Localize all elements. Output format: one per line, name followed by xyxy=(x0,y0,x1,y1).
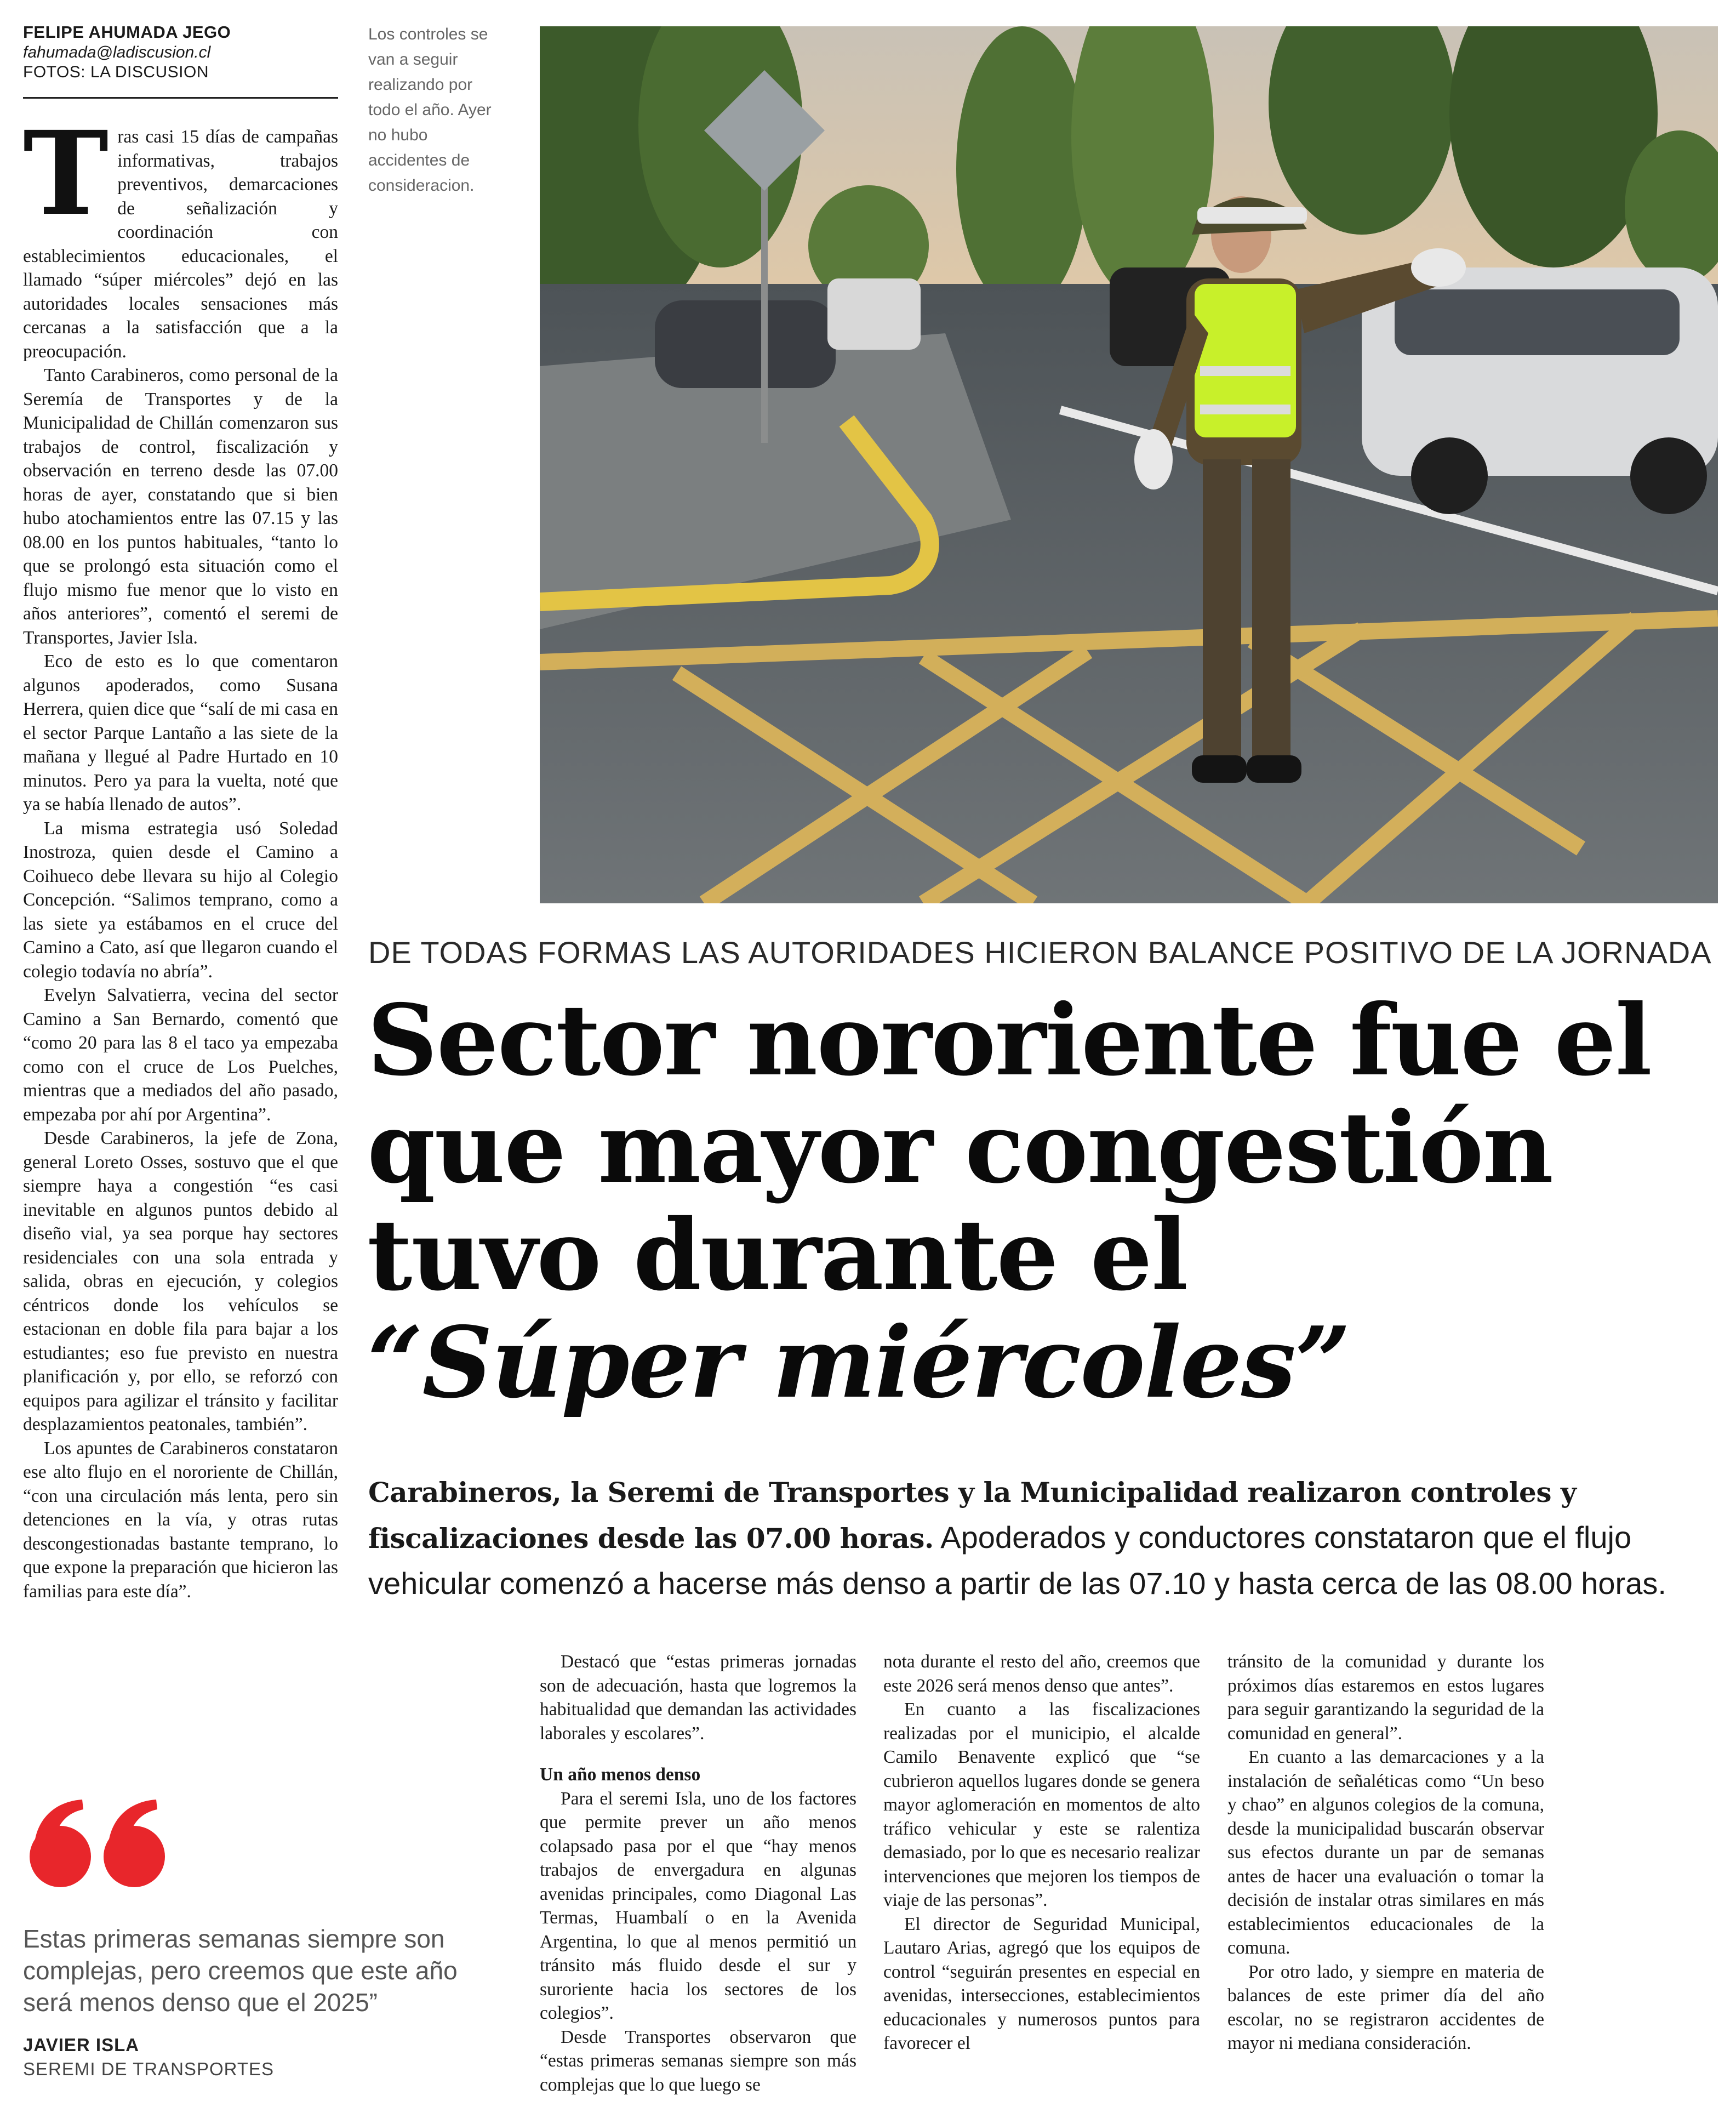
article-paragraph: La misma estrategia usó Soledad Inostroza, quien desde el Camino a Coihueco debe llevara su hijo al Colegio Concepción. “Salimos temprano, como a las siete ya estábamos en el cruce del Camino a Cato, así que llegaron cuando el colegio todavía no abría”. xyxy=(23,818,338,982)
deck xyxy=(368,1469,1716,1606)
article-paragraph: Evelyn Salvatierra, vecina del sector Camino a San Bernardo, comentó que “como 20 para las 8 el taco ya empezaba como con el cruce de Los Puelches, mientras que a mediados del año pasado, empezaba por ahí por Argentina”. xyxy=(23,985,338,1125)
article-column-3 xyxy=(883,1650,1200,2056)
article-paragraph: Desde Transportes observaron que “estas primeras semanas siempre son más complejas que lo que luego se xyxy=(540,2026,856,2095)
quote-mark-icon xyxy=(22,1795,181,1888)
paragraph-text: ras casi 15 días de campañas informativas, trabajos preventivos, demarcaciones de señalización y coordinación con establecimientos educacionales, el llamado “súper miércoles” dejó en las autoridades locales sensaciones más cercanas a la satisfacción que a la preocupación. xyxy=(23,127,338,362)
article-paragraph: Para el seremi Isla, uno de los factores que permite prever un año menos colapsado pasa por el que “hay menos trabajos de envergadura en algunas avenidas principales, como Diagonal Las Termas, Huambalí o en la Avenida Argentina, lo que al menos permitió un tránsito más fluido desde el sur y suroriente hacia los sectores de los colegios”. xyxy=(540,1788,856,2023)
article-paragraph xyxy=(23,106,338,363)
article-paragraph: Eco de esto es lo que comentaron algunos apoderados, como Susana Herrera, quien dice que “salí de mi casa en el sector Parque Lantaño a las siete de la mañana y llegué al Padre Hurtado en 10 minutos. Pero ya para la vuelta, noté que ya se había llenado de autos”. xyxy=(23,651,338,815)
byline-author: FELIPE AHUMADA JEGO xyxy=(23,22,231,42)
article-column-4 xyxy=(1227,1650,1544,2056)
byline xyxy=(23,22,338,82)
article-paragraph: En cuanto a las demarcaciones y a la instalación de señaléticas como “Un beso y chao” en algunos colegios de la comuna, desde la municipalidad buscarán observar sus efectos durante un par de semanas antes de hacer una evaluación o tomar la decisión de instalar otras similares en más establecimientos educacionales de la comuna. xyxy=(1227,1747,1544,1958)
article-paragraph: nota durante el resto del año, creemos que este 2026 será menos denso que antes”. xyxy=(883,1652,1200,1696)
article-paragraph: Destacó que “estas primeras jornadas son de adecuación, hasta que logremos la habitualidad que demandan las actividades laborales y escolares”. xyxy=(540,1652,856,1744)
left-article-column xyxy=(23,106,338,1603)
quote-mark-glyphs xyxy=(30,1800,165,1887)
article-column-2 xyxy=(540,1650,856,2097)
photo-illustration xyxy=(540,26,1718,903)
headline xyxy=(367,983,1726,1420)
article-paragraph: En cuanto a las fiscalizaciones realizadas por el municipio, el alcalde Camilo Benavente explicó que “se cubrieron aquellos lugares donde se genera mayor aglomeración en momentos de alto tráfico vehicular y este se ralentiza demasiado, por lo que es necesario realizar intervenciones que mejoren los tiempos de viaje de las personas”. xyxy=(883,1699,1200,1910)
headline-line: tuvo durante el xyxy=(367,1198,1187,1312)
subheading: Un año menos denso xyxy=(540,1764,701,1785)
byline-email[interactable]: fahumada@ladiscusion.cl xyxy=(23,43,211,61)
headline-line: que mayor congestión xyxy=(367,1090,1553,1205)
article-paragraph: Desde Carabineros, la jefe de Zona, general Loreto Osses, sostuvo que el que siempre haya a congestión “es casi inevitable en algunos puntos debido al diseño vial, ya sea porque hay sectores residenciales con una sola entrada y salida, obras en ejecución, y colegios céntricos donde los vehículos se estacionan en doble fila para bajar a los estudiantes; eso fue previsto en nuestra planificación y, por ello, se reforzó con equipos para agilizar el tránsito y facilitar desplazamientos peatonales, también”. xyxy=(23,1128,338,1434)
article-paragraph: Los apuntes de Carabineros constataron ese alto flujo en el nororiente de Chillán, “con una circulación más lenta, pero sin detenciones en la vía, y otras rutas descongestionadas bastante temprano, lo que expone la preparación que hicieron las familias para este día”. xyxy=(23,1438,338,1602)
pull-quote-text: Estas primeras semanas siempre son complejas, pero creemos que este año será menos denso que el 2025” xyxy=(23,1925,458,2017)
news-photo-traffic-officer xyxy=(540,26,1718,903)
photo-caption: Los controles se van a seguir realizando por todo el año. Ayer no hubo accidentes de consideracion. xyxy=(368,25,492,195)
article-paragraph: tránsito de la comunidad y durante los próximos días estaremos en estos lugares para seguir garantizando la seguridad de la comunidad en general”. xyxy=(1227,1652,1544,1744)
pull-quote-role: SEREMI DE TRANSPORTES xyxy=(23,2059,275,2079)
drop-cap: T xyxy=(23,106,109,241)
article-paragraph: Tanto Carabineros, como personal de la Seremía de Transportes y de la Municipalidad de Chillán comenzaron sus trabajos de control, fiscalización y observación en terreno desde las 07.00 horas de ayer, constatando que si bien hubo atochamientos entre las 07.15 y las 08.00 en los puntos habituales, “tanto lo que se prolongó esta situación como el flujo mismo fue menor que lo visto en años anteriores”, comentó el seremi de Transportes, Javier Isla. xyxy=(23,365,338,648)
headline-line: Sector nororiente fue el xyxy=(367,983,1652,1097)
article-paragraph: El director de Seguridad Municipal, Lautaro Arias, agregó que los equipos de control “seguirán presentes en especial en avenidas, intersecciones, establecimientos educacionales y numerosos puntos para favorecer el xyxy=(883,1914,1200,2053)
deck-bold: Carabineros, la Seremi de Transportes y la Municipalidad realizaron controles y fiscalizaciones desde las 07.00 horas. xyxy=(368,1476,1577,1555)
article-paragraph: Por otro lado, y siempre en materia de balances de este primer día del año escolar, no se registraron accidentes de mayor ni mediana consideración. xyxy=(1227,1961,1544,2053)
kicker: DE TODAS FORMAS LAS AUTORIDADES HICIERON BALANCE POSITIVO DE LA JORNADA xyxy=(368,935,1712,970)
deck-regular: Apoderados y conductores constataron que el flujo vehicular comenzó a hacerse más denso a partir de las 07.10 y hasta cerca de las 08.00 horas. xyxy=(368,1520,1666,1601)
pull-quote-author: JAVIER ISLA xyxy=(23,2035,140,2055)
byline-divider xyxy=(23,97,338,99)
headline-line: “Súper miércoles” xyxy=(367,1305,1350,1420)
byline-photo-credit: FOTOS: LA DISCUSION xyxy=(23,63,209,81)
